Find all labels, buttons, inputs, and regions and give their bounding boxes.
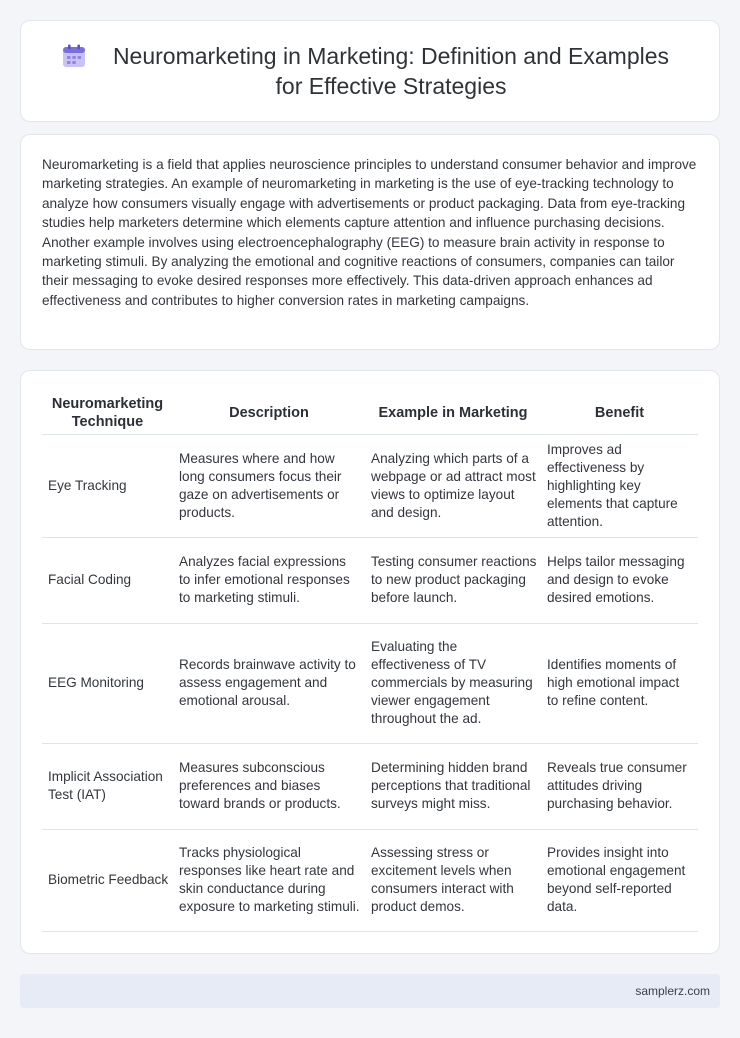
footer-site-link[interactable]: samplerz.com	[635, 984, 710, 998]
footer-bar	[20, 974, 720, 1008]
cell-technique: Facial Coding	[42, 537, 173, 623]
calendar-icon	[61, 43, 87, 69]
cell-benefit: Identifies moments of high emotional impact to refine content.	[541, 623, 698, 743]
cell-description: Analyzes facial expressions to infer emotional responses to marketing stimuli.	[173, 537, 365, 623]
cell-technique: Eye Tracking	[42, 434, 173, 537]
cell-example: Testing consumer reactions to new product packaging before launch.	[365, 537, 541, 623]
cell-benefit: Helps tailor messaging and design to evoke desired emotions.	[541, 537, 698, 623]
cell-benefit: Reveals true consumer attitudes driving purchasing behavior.	[541, 743, 698, 829]
intro-paragraph: Neuromarketing is a field that applies neuroscience principles to understand consumer behavior and improve marketing strategies. An example of neuromarketing in marketing is the use of eye-tracking technology to analyze how consumers visually engage with advertisements or product packaging. Data from eye-tracking studies help marketers determine which elements capture attention and influence purchasing decisions. Another example involves using electroencephalography (EEG) to measure brain activity in response to marketing stimuli. By analyzing the emotional and cognitive reactions of consumers, companies can tailor their messaging to evoke desired responses more effectively. This data-driven approach enhances ad effectiveness and contributes to higher conversion rates in marketing campaigns.	[42, 157, 697, 308]
header-benefit: Benefit	[541, 393, 698, 434]
cell-description: Tracks physiological responses like heart rate and skin conductance during exposure to marketing stimuli.	[173, 829, 365, 931]
table-row	[42, 829, 698, 931]
table-row	[42, 434, 698, 537]
intro-card	[20, 134, 720, 350]
cell-technique: EEG Monitoring	[42, 623, 173, 743]
table-card	[20, 370, 720, 954]
cell-technique: Biometric Feedback	[42, 829, 173, 931]
header-description: Description	[173, 393, 365, 434]
table-row	[42, 743, 698, 829]
cell-benefit: Provides insight into emotional engagement beyond self-reported data.	[541, 829, 698, 931]
cell-technique: Implicit Association Test (IAT)	[42, 743, 173, 829]
header-technique: Neuromarketing Technique	[42, 393, 173, 434]
cell-example: Determining hidden brand perceptions that traditional surveys might miss.	[365, 743, 541, 829]
cell-description: Measures where and how long consumers focus their gaze on advertisements or products.	[173, 434, 365, 537]
cell-example: Assessing stress or excitement levels when consumers interact with product demos.	[365, 829, 541, 931]
title-card	[20, 20, 720, 122]
techniques-table	[42, 393, 698, 932]
cell-benefit: Improves ad effectiveness by highlighting key elements that capture attention.	[541, 434, 698, 537]
cell-description: Records brainwave activity to assess engagement and emotional arousal.	[173, 623, 365, 743]
table-row	[42, 623, 698, 743]
cell-example: Analyzing which parts of a webpage or ad attract most views to optimize layout and design.	[365, 434, 541, 537]
header-example: Example in Marketing	[365, 393, 541, 434]
page-title: Neuromarketing in Marketing: Definition and Examples for Effective Strategies	[112, 43, 670, 99]
table-header-row	[42, 393, 698, 434]
cell-description: Measures subconscious preferences and biases toward brands or products.	[173, 743, 365, 829]
table-row	[42, 537, 698, 623]
title-row	[61, 41, 679, 101]
cell-example: Evaluating the effectiveness of TV commercials by measuring viewer engagement throughout the ad.	[365, 623, 541, 743]
